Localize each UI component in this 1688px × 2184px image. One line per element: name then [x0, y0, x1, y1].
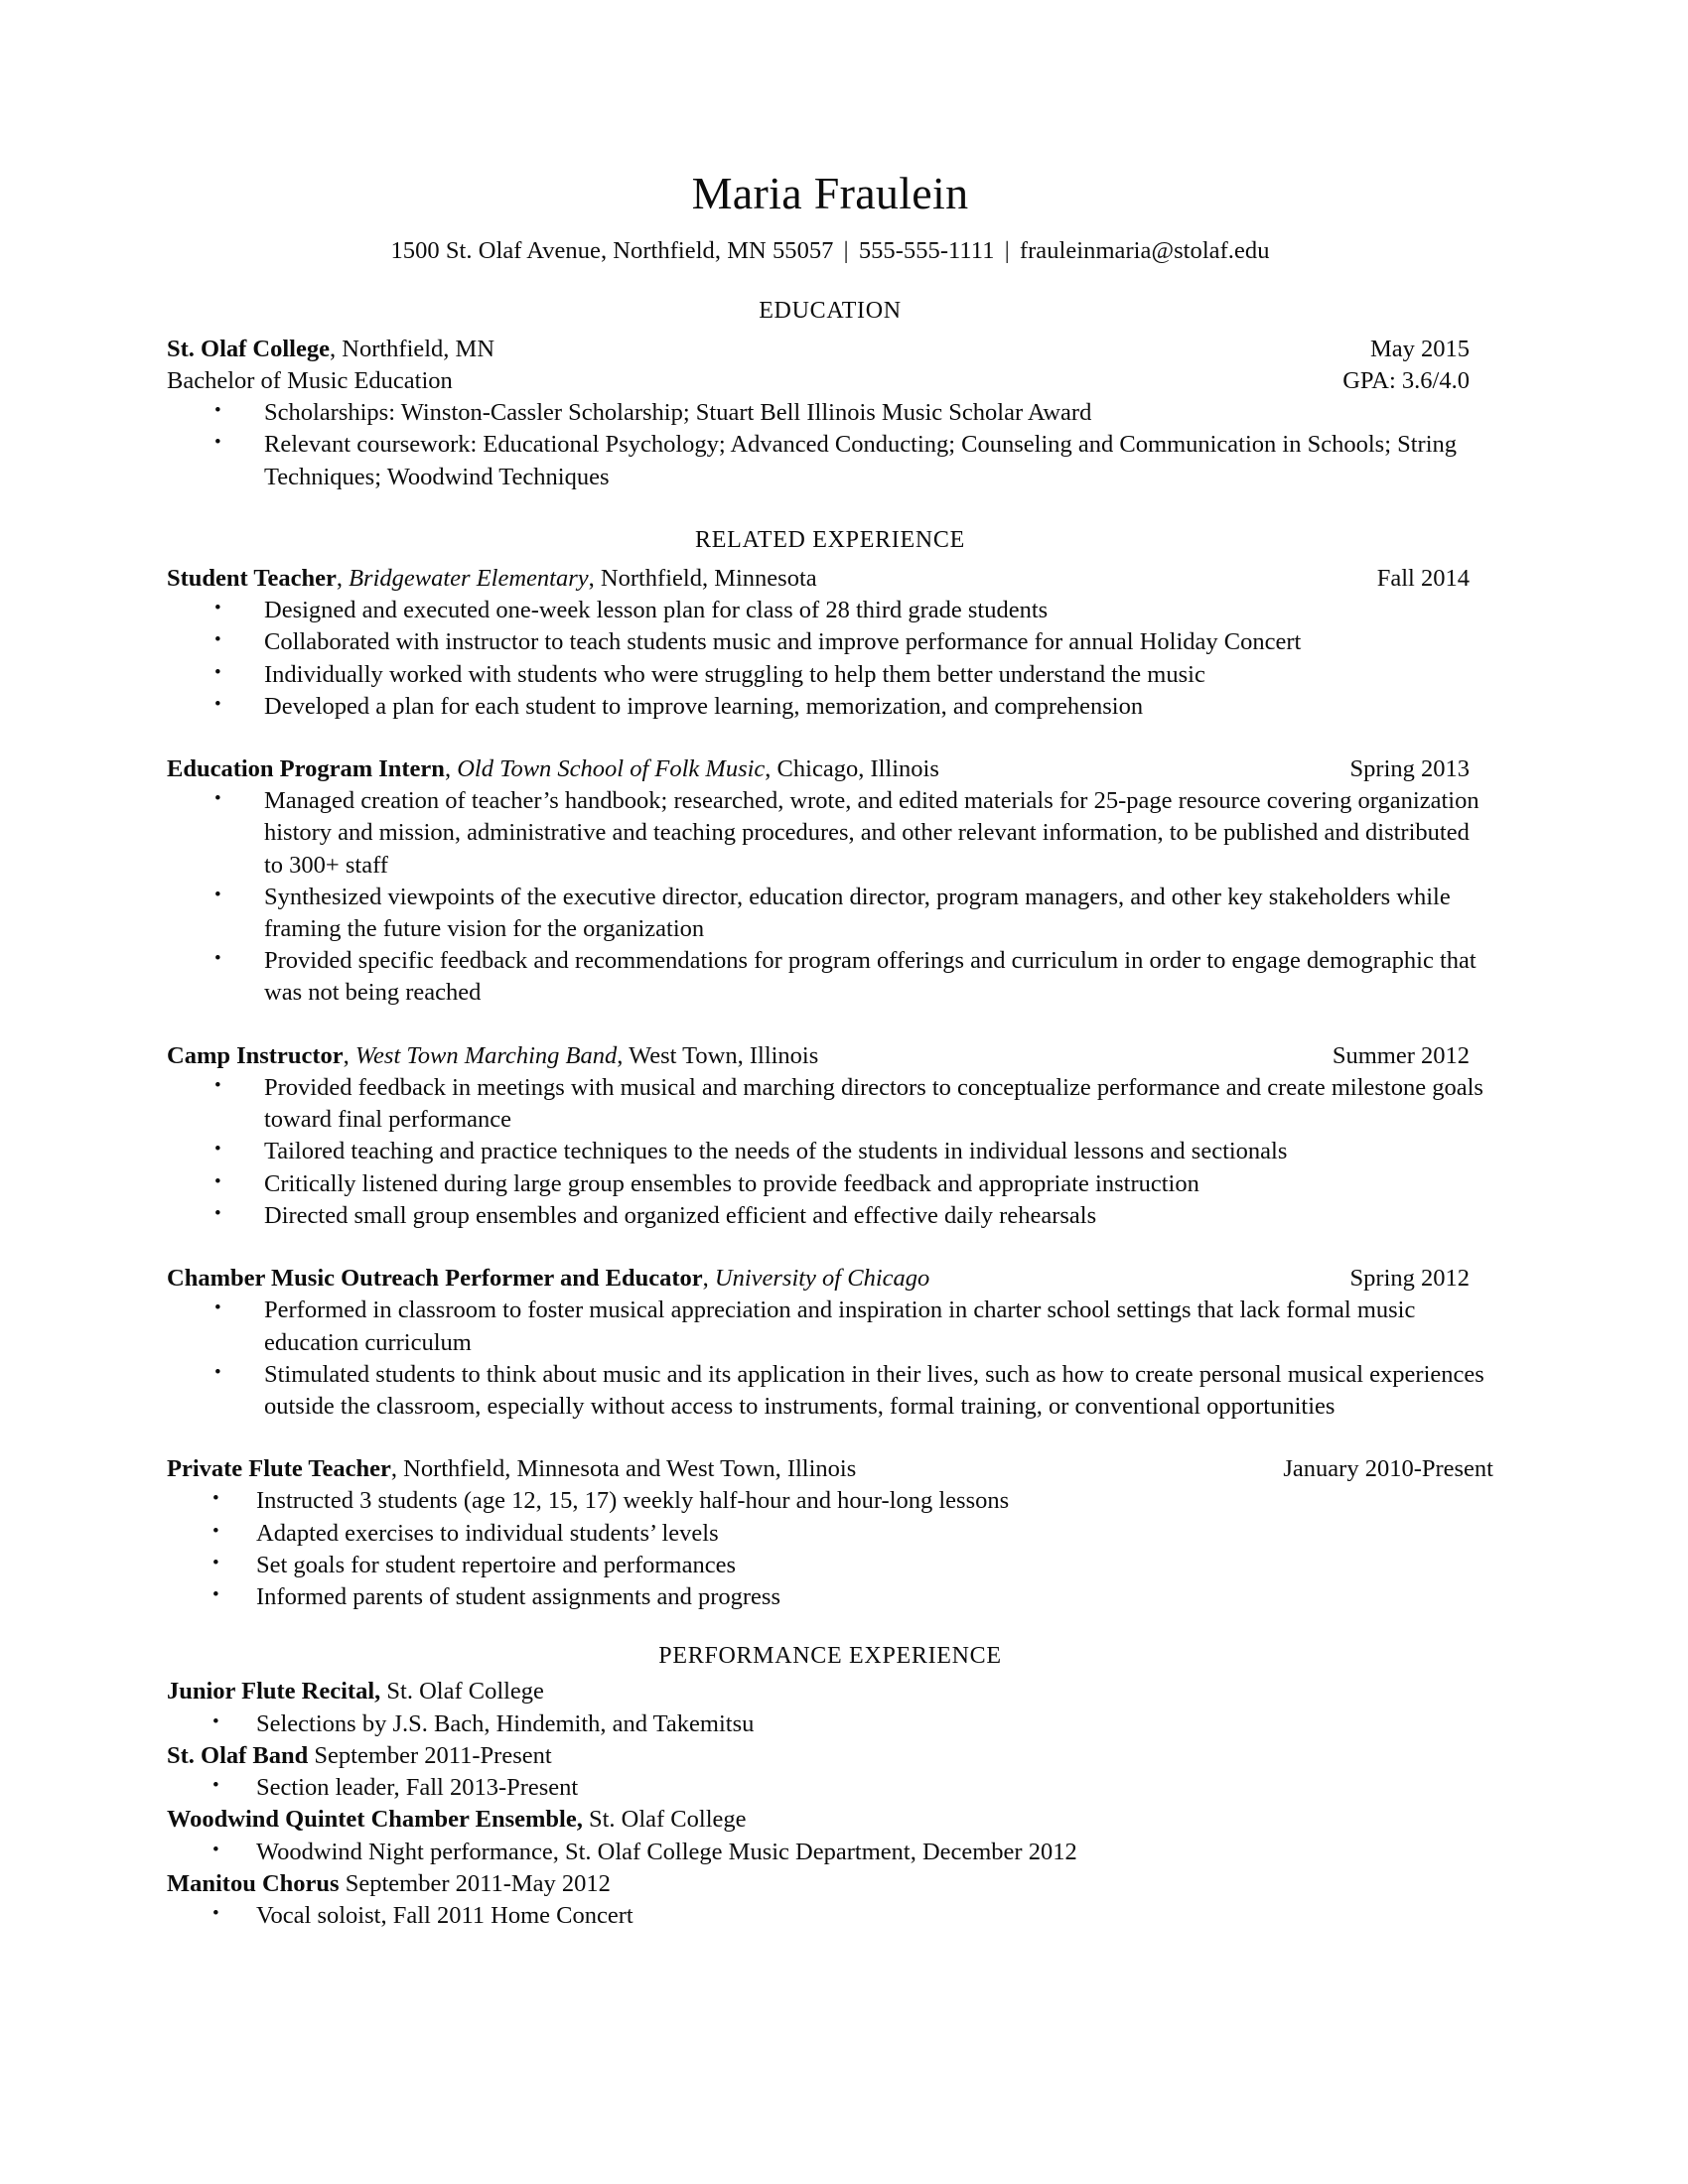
list-item: • Performed in classroom to foster musical appreciation and inspiration in charter school settings that lack formal music education curriculum — [167, 1295, 1493, 1358]
experience-bullet-list — [167, 1485, 1493, 1613]
experience-title: Education Program Intern — [167, 754, 445, 782]
education-grad-date: May 2015 — [1369, 335, 1470, 362]
experience-location: , Northfield, Minnesota — [588, 564, 817, 592]
list-item: • Provided specific feedback and recommendations for program offerings and curriculum in order to engage demographic that was not being reached — [167, 945, 1493, 1009]
experience-entry — [167, 563, 1493, 723]
list-item: • Section leader, Fall 2013-Present — [167, 1772, 1493, 1804]
performance-title-line — [167, 1740, 1493, 1772]
experience-entry — [167, 753, 1493, 1010]
contact-line — [167, 239, 1493, 264]
performance-entry — [167, 1676, 1493, 1740]
experience-title-line — [167, 1453, 856, 1485]
contact-separator-1: | — [843, 237, 849, 264]
list-item: • Adapted exercises to individual students’ levels — [167, 1518, 1493, 1550]
experience-date: Summer 2012 — [1332, 1041, 1470, 1069]
performance-bullet-list — [167, 1772, 1493, 1804]
experience-entry — [167, 1263, 1493, 1423]
experience-title: Private Flute Teacher — [167, 1455, 391, 1483]
experience-date: Fall 2014 — [1376, 564, 1470, 592]
list-item: • Developed a plan for each student to improve learning, memorization, and comprehension — [167, 691, 1493, 723]
experience-bullet-list — [167, 785, 1493, 1009]
list-item: • Woodwind Night performance, St. Olaf College Music Department, December 2012 — [167, 1837, 1493, 1868]
performance-title-line — [167, 1676, 1493, 1707]
experience-title-comma: , — [702, 1265, 715, 1292]
education-bullet-list — [167, 397, 1493, 493]
experience-entry — [167, 1040, 1493, 1232]
list-item: • Instructed 3 students (age 12, 15, 17) weekly half-hour and hour-long lessons — [167, 1485, 1493, 1517]
performance-title-line — [167, 1868, 1493, 1900]
resume-content — [167, 0, 1493, 1932]
spacer — [167, 1010, 1493, 1040]
performance-title-line — [167, 1804, 1493, 1836]
education-school-line — [167, 334, 494, 365]
experience-org: Bridgewater Elementary — [349, 564, 589, 592]
experience-entry-header — [167, 1263, 1493, 1295]
experience-title-line — [167, 1263, 929, 1295]
experience-title-comma: , — [336, 564, 350, 592]
performance-detail: September 2011-Present — [308, 1741, 552, 1769]
experience-entry-header — [167, 563, 1493, 595]
performance-entry — [167, 1868, 1493, 1933]
experience-location: , Chicago, Illinois — [765, 754, 939, 782]
experience-date: Spring 2013 — [1349, 754, 1470, 782]
experience-org: University of Chicago — [714, 1265, 930, 1292]
list-item: • Set goals for student repertoire and performances — [167, 1550, 1493, 1581]
experience-org: West Town Marching Band — [354, 1041, 618, 1069]
performance-detail: St. Olaf College — [582, 1806, 747, 1834]
candidate-name: Maria Fraulein — [691, 168, 969, 218]
list-item: • Synthesized viewpoints of the executive director, education director, program managers, and other key stakeholders while framing the future vision for the organization — [167, 882, 1493, 945]
list-item: • Vocal soloist, Fall 2011 Home Concert — [167, 1900, 1493, 1932]
experience-bullet-list — [167, 595, 1493, 723]
list-item: • Selections by J.S. Bach, Hindemith, and Takemitsu — [167, 1708, 1493, 1740]
performance-bullet-list — [167, 1900, 1493, 1932]
experience-entry — [167, 1453, 1493, 1613]
experience-title-comma: , — [444, 754, 458, 782]
performance-title: Manitou Chorus — [167, 1869, 340, 1897]
list-item: • Individually worked with students who were struggling to help them better understand the music — [167, 659, 1493, 691]
education-entry-header — [167, 334, 1493, 365]
experience-title-line — [167, 1040, 818, 1072]
performance-entry — [167, 1740, 1493, 1805]
education-school-location: , Northfield, MN — [330, 335, 495, 362]
performance-entry — [167, 1804, 1493, 1868]
education-gpa: GPA: 3.6/4.0 — [1342, 366, 1470, 394]
performance-title: Woodwind Quintet Chamber Ensemble, — [167, 1806, 583, 1834]
performance-bullet-list — [167, 1837, 1493, 1868]
experience-date: Spring 2012 — [1349, 1265, 1470, 1292]
experience-title: Chamber Music Outreach Performer and Educator — [167, 1265, 703, 1292]
education-degree: Bachelor of Music Education — [167, 366, 453, 394]
contact-email[interactable]: frauleinmaria@stolaf.edu — [1019, 237, 1270, 264]
experience-entry-header — [167, 1040, 1493, 1072]
performance-title: Junior Flute Recital, — [167, 1678, 381, 1706]
list-item: • Collaborated with instructor to teach students music and improve performance for annual Holiday Concert — [167, 626, 1493, 658]
list-item: • Informed parents of student assignments and progress — [167, 1581, 1493, 1613]
list-item: • Provided feedback in meetings with musical and marching directors to conceptualize performance and create milestone goals toward final performance — [167, 1072, 1493, 1136]
experience-org: Old Town School of Folk Music — [457, 754, 766, 782]
experience-bullet-list — [167, 1072, 1493, 1232]
list-item: • Stimulated students to think about music and its application in their lives, such as how to create personal musical experiences outside the classroom, especially without access to instruments, formal training, or conventional opportunities — [167, 1359, 1493, 1423]
experience-title: Camp Instructor — [167, 1041, 344, 1069]
spacer — [167, 723, 1493, 753]
experience-title-line — [167, 753, 939, 785]
section-heading-education: EDUCATION — [759, 297, 902, 324]
experience-entry-header — [167, 1453, 1493, 1485]
contact-separator-2: | — [1004, 237, 1010, 264]
performance-bullet-list — [167, 1708, 1493, 1740]
list-item: • Directed small group ensembles and organized efficient and effective daily rehearsals — [167, 1200, 1493, 1232]
list-item: • Managed creation of teacher’s handbook; researched, wrote, and edited materials for 25-page resource covering organization history and mission, administrative and teaching procedures, and other relevant information, to be published and distributed to 300+ staff — [167, 785, 1493, 882]
experience-bullet-list — [167, 1295, 1493, 1423]
experience-location: , Northfield, Minnesota and West Town, Illinois — [390, 1455, 857, 1483]
list-item: • Tailored teaching and practice techniques to the needs of the students in individual lessons and sectionals — [167, 1136, 1493, 1167]
list-item: • Critically listened during large group ensembles to provide feedback and appropriate instruction — [167, 1168, 1493, 1200]
performance-detail: September 2011-May 2012 — [339, 1869, 611, 1897]
spacer — [167, 1423, 1493, 1453]
experience-entry-header — [167, 753, 1493, 785]
section-heading-performance-experience: PERFORMANCE EXPERIENCE — [658, 1643, 1002, 1670]
contact-phone: 555-555-1111 — [858, 237, 995, 264]
experience-title-comma: , — [343, 1041, 355, 1069]
education-degree-row — [167, 365, 1493, 397]
experience-date: January 2010-Present — [1283, 1455, 1493, 1483]
experience-location: , West Town, Illinois — [617, 1041, 819, 1069]
contact-address: 1500 St. Olaf Avenue, Northfield, MN 55057 — [390, 237, 834, 264]
section-heading-related-experience: RELATED EXPERIENCE — [695, 526, 965, 553]
list-item: • Designed and executed one-week lesson plan for class of 28 third grade students — [167, 595, 1493, 626]
education-school-name: St. Olaf College — [167, 335, 330, 362]
experience-title: Student Teacher — [167, 564, 337, 592]
list-item: • Scholarships: Winston-Cassler Scholarship; Stuart Bell Illinois Music Scholar Award — [167, 397, 1493, 429]
list-item: • Relevant coursework: Educational Psychology; Advanced Conducting; Counseling and Communication in Schools; String Techniques; Woodwind Techniques — [167, 429, 1493, 492]
performance-detail: St. Olaf College — [380, 1678, 544, 1706]
spacer — [167, 1232, 1493, 1263]
performance-title: St. Olaf Band — [167, 1741, 309, 1769]
experience-title-line — [167, 563, 817, 595]
